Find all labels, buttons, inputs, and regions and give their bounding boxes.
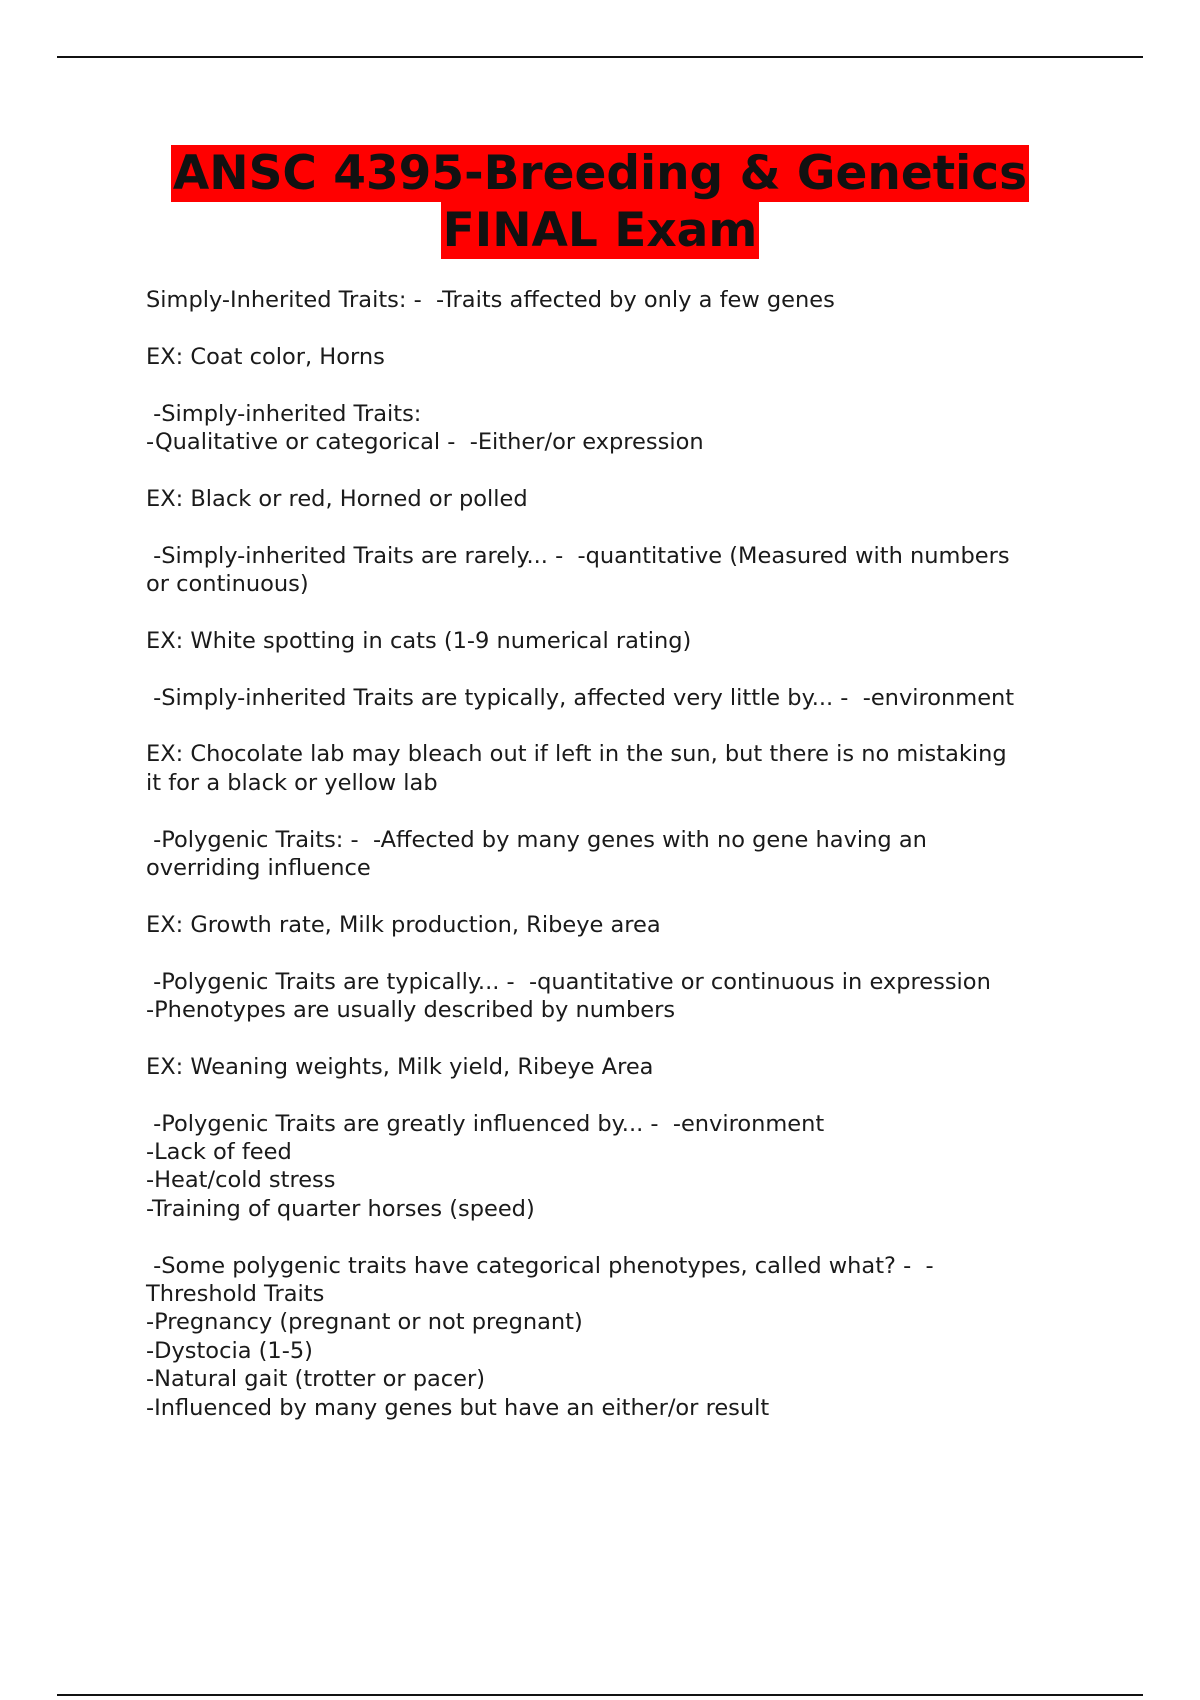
document-body bbox=[146, 286, 1092, 1450]
entry-line: -Phenotypes are usually described by numbers bbox=[146, 997, 676, 1023]
entry-line: -Training of quarter horses (speed) bbox=[146, 1195, 535, 1222]
top-rule bbox=[57, 56, 1143, 58]
entry-line: -Simply-inherited Traits are rarely... - -quantitative (Measured with numbers bbox=[146, 542, 1010, 569]
entry-line: EX: Growth rate, Milk production, Ribeye area bbox=[146, 911, 661, 938]
flashcard-entry bbox=[146, 286, 1092, 314]
entry-line: EX: Black or red, Horned or polled bbox=[146, 485, 528, 512]
document-title bbox=[0, 145, 1200, 259]
flashcard-entry bbox=[146, 1053, 1092, 1081]
flashcard-entry bbox=[146, 343, 1092, 371]
entry-line: -Some polygenic traits have categorical phenotypes, called what? - - bbox=[146, 1252, 934, 1279]
flashcard-entry bbox=[146, 400, 1092, 457]
entry-line: EX: White spotting in cats (1-9 numerical rating) bbox=[146, 627, 692, 654]
entry-line: Simply-Inherited Traits: - -Traits affected by only a few genes bbox=[146, 287, 835, 313]
flashcard-entry bbox=[146, 542, 1092, 599]
title-line-2: FINAL Exam bbox=[442, 203, 758, 258]
title-line-1: ANSC 4395-Breeding & Genetics bbox=[172, 146, 1028, 201]
bottom-rule bbox=[57, 1694, 1143, 1696]
entry-line: it for a black or yellow lab bbox=[146, 769, 438, 796]
flashcard-entry bbox=[146, 627, 1092, 655]
entry-line: -Polygenic Traits are greatly influenced by... - -environment bbox=[146, 1110, 825, 1137]
entry-line: -Influenced by many genes but have an either/or result bbox=[146, 1394, 770, 1421]
flashcard-entry bbox=[146, 485, 1092, 513]
entry-line: -Simply-inherited Traits are typically, affected very little by... - -environment bbox=[146, 684, 1015, 711]
flashcard-entry bbox=[146, 911, 1092, 939]
flashcard-entry bbox=[146, 740, 1092, 797]
entry-line: overriding influence bbox=[146, 855, 371, 881]
entry-line: -Qualitative or categorical - -Either/or expression bbox=[146, 429, 704, 455]
entry-line: EX: Coat color, Horns bbox=[146, 343, 385, 370]
entry-line: -Polygenic Traits are typically... - -quantitative or continuous in expression bbox=[146, 968, 991, 995]
entry-line: -Polygenic Traits: - -Affected by many genes with no gene having an bbox=[146, 826, 927, 853]
entry-line: -Natural gait (trotter or pacer) bbox=[146, 1366, 486, 1393]
entry-line: or continuous) bbox=[146, 571, 309, 597]
entry-line: EX: Weaning weights, Milk yield, Ribeye Area bbox=[146, 1053, 654, 1080]
flashcard-entry bbox=[146, 968, 1092, 1025]
flashcard-entry bbox=[146, 1110, 1092, 1224]
entry-line: EX: Chocolate lab may bleach out if left in the sun, but there is no mistaking bbox=[146, 741, 1007, 768]
flashcard-entry bbox=[146, 826, 1092, 883]
entry-line: -Pregnancy (pregnant or not pregnant) bbox=[146, 1309, 583, 1336]
entry-line: -Dystocia (1-5) bbox=[146, 1337, 313, 1364]
flashcard-entry bbox=[146, 684, 1092, 712]
flashcard-entry bbox=[146, 1252, 1092, 1422]
entry-line: Threshold Traits bbox=[146, 1281, 325, 1308]
entry-line: -Simply-inherited Traits: bbox=[146, 400, 422, 427]
entry-line: -Heat/cold stress bbox=[146, 1167, 336, 1194]
entry-line: -Lack of feed bbox=[146, 1139, 292, 1165]
